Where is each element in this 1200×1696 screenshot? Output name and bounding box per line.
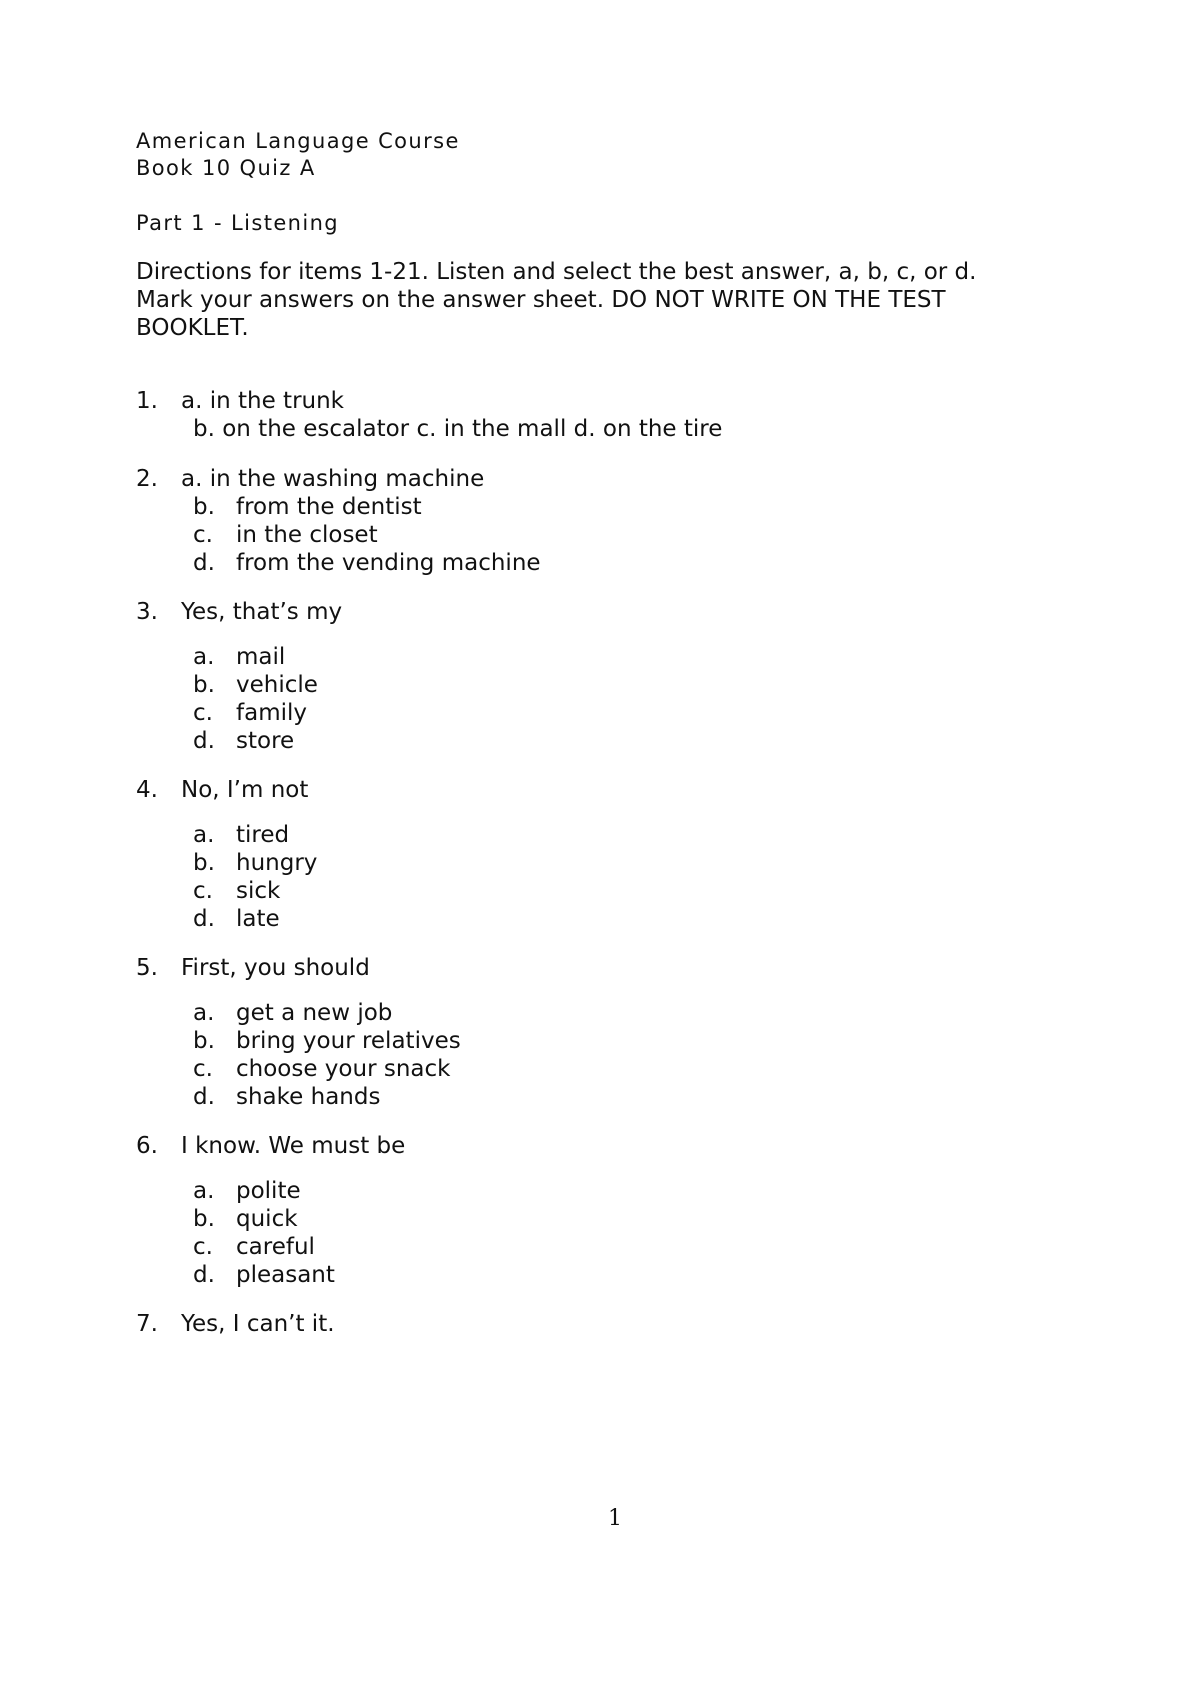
question-stem: Yes, that’s my [181,599,343,625]
question-stem: I know. We must be [181,1133,406,1159]
question-stem: Yes, I can’t it. [181,1311,335,1337]
option-text: pleasant [236,1262,335,1288]
option-letter: c. [193,522,213,548]
option-text: from the dentist [236,494,422,520]
part-title: Part 1 - Listening [136,211,340,235]
course-title: American Language Course [136,129,460,153]
option-text: shake hands [236,1084,381,1110]
question-stem: First, you should [181,955,370,981]
directions [136,258,1056,342]
option-letter: c. [193,1234,213,1260]
option-text: polite [236,1178,301,1204]
question-number: 3. [136,599,158,625]
option-text: quick [236,1206,298,1232]
question-number: 2. [136,466,158,492]
option-letter: d. [193,1262,215,1288]
question-number: 6. [136,1133,158,1159]
question-number: 1. [136,388,158,414]
option-text: sick [236,878,281,904]
option-text: hungry [236,850,318,876]
directions-line: BOOKLET. [136,315,249,341]
option-letter: b. [193,494,215,520]
quiz-title: Book 10 Quiz A [136,156,316,180]
option-letter: c. [193,1056,213,1082]
option-letter: c. [193,878,213,904]
option-text: family [236,700,307,726]
directions-line: Directions for items 1-21. Listen and select the best answer, a, b, c, or d. [136,259,977,285]
option-text: in the closet [236,522,378,548]
question-options-run-on: b. on the escalator c. in the mall d. on the tire [193,416,723,442]
page-number: 1 [608,1506,622,1531]
option-letter: b. [193,672,215,698]
option-letter: a. [193,1000,215,1026]
option-text: from the vending machine [236,550,541,576]
question-option-a: a. in the trunk [181,388,344,414]
question-number: 7. [136,1311,158,1337]
directions-line: Mark your answers on the answer sheet. DO NOT WRITE ON THE TEST [136,287,946,313]
option-letter: a. [193,1178,215,1204]
option-text: vehicle [236,672,318,698]
option-letter: d. [193,1084,215,1110]
option-letter: b. [193,1028,215,1054]
option-letter: a. [193,644,215,670]
option-letter: a. [193,822,215,848]
option-letter: d. [193,550,215,576]
option-text: mail [236,644,286,670]
option-text: careful [236,1234,315,1260]
option-text: bring your relatives [236,1028,461,1054]
option-letter: d. [193,906,215,932]
option-text: tired [236,822,290,848]
question-number: 5. [136,955,158,981]
option-text: get a new job [236,1000,393,1026]
option-letter: d. [193,728,215,754]
option-text: late [236,906,280,932]
question-number: 4. [136,777,158,803]
option-letter: c. [193,700,213,726]
option-letter: b. [193,850,215,876]
option-letter: b. [193,1206,215,1232]
question-option-a: a. in the washing machine [181,466,485,492]
option-text: choose your snack [236,1056,451,1082]
option-text: store [236,728,295,754]
question-stem: No, I’m not [181,777,309,803]
